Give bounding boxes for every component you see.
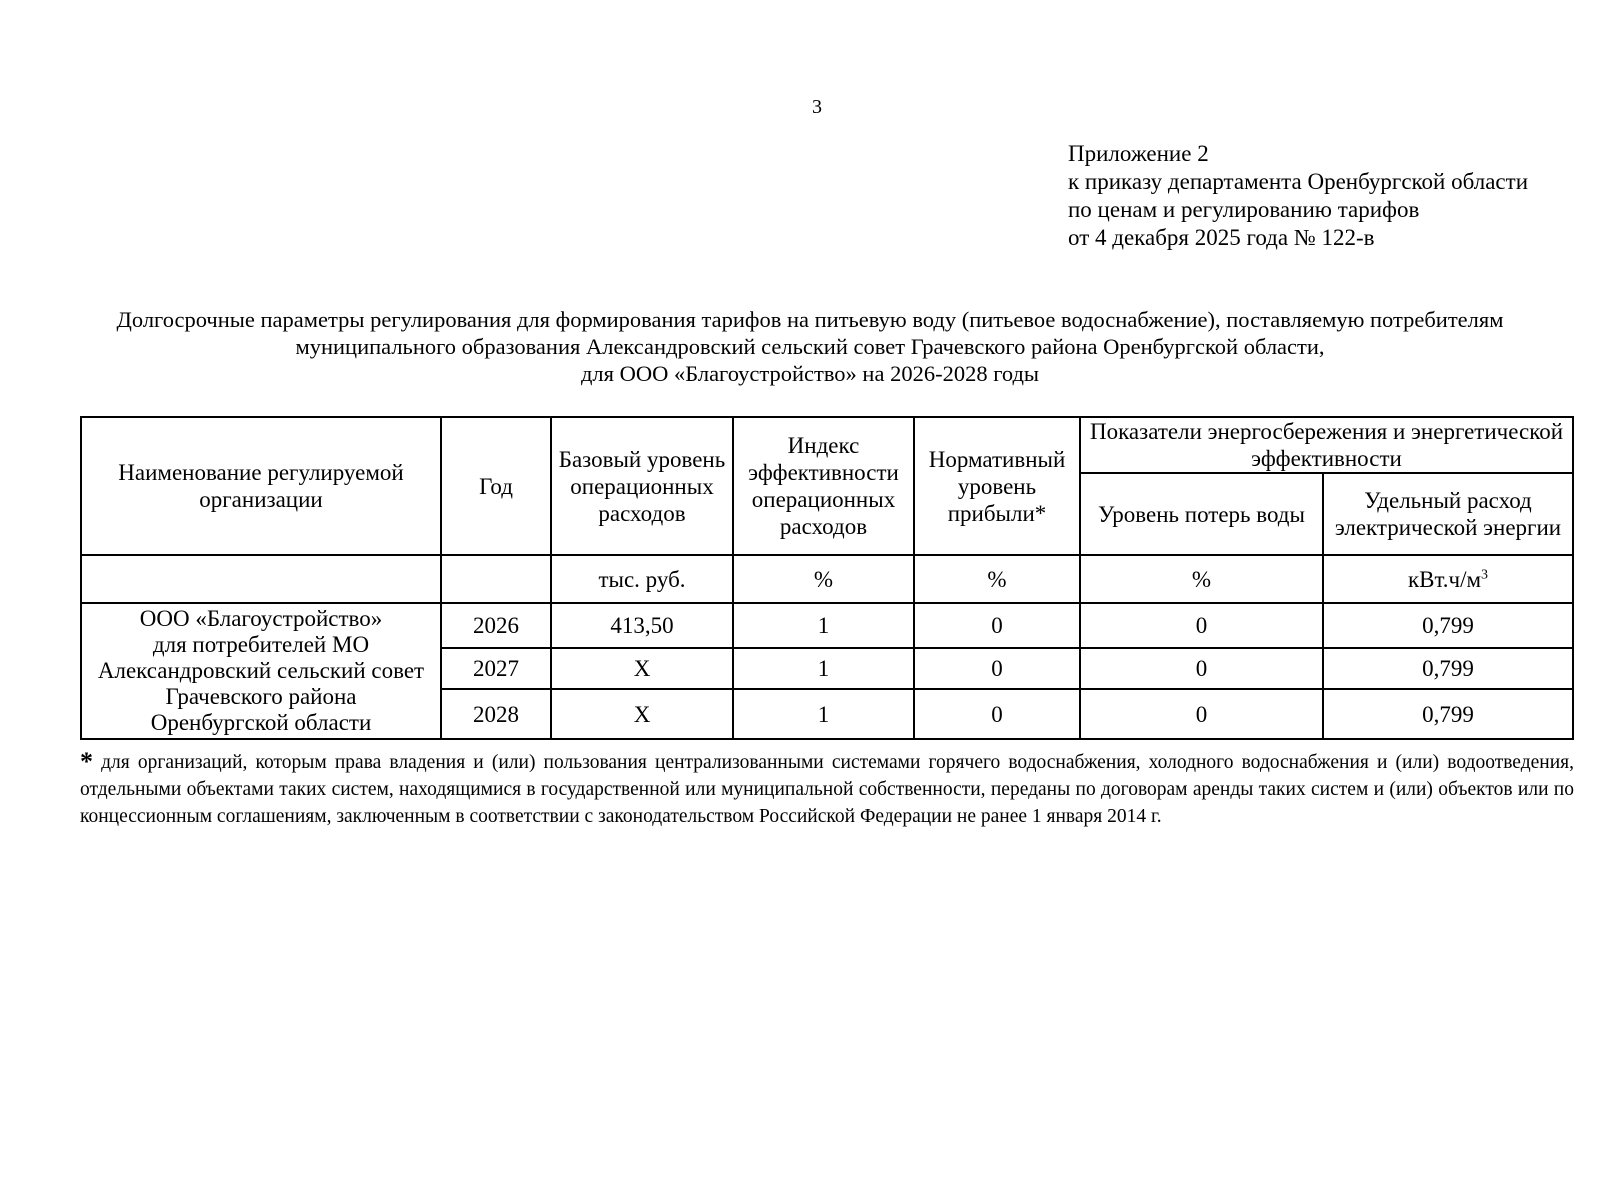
unit-electricity-exponent: 3 bbox=[1481, 566, 1489, 582]
unit-efficiency-index: % bbox=[733, 555, 914, 603]
footnote bbox=[80, 748, 1574, 830]
header-energy-group: Показатели энергосбережения и энергетической эффективности bbox=[1080, 417, 1573, 473]
cell-water-loss: 0 bbox=[1080, 648, 1323, 689]
organization-line-2: для потребителей МО bbox=[152, 632, 370, 657]
unit-org-empty bbox=[81, 555, 441, 603]
unit-electricity bbox=[1323, 555, 1573, 603]
organization-line-1: ООО «Благоустройство» bbox=[139, 606, 383, 631]
table-row bbox=[81, 603, 1573, 648]
header-electricity: Удельный расход электрической энергии bbox=[1323, 473, 1573, 555]
appendix-line-1: Приложение 2 bbox=[1068, 141, 1209, 166]
unit-water-loss: % bbox=[1080, 555, 1323, 603]
header-profit-level: Нормативный уровень прибыли* bbox=[914, 417, 1080, 555]
unit-base-level: тыс. руб. bbox=[551, 555, 733, 603]
cell-electricity: 0,799 bbox=[1323, 648, 1573, 689]
cell-efficiency-index: 1 bbox=[733, 648, 914, 689]
unit-electricity-base: кВт.ч/м bbox=[1407, 566, 1482, 592]
title-line-2: муниципального образования Александровский сельский совет Грачевского района Оренбургской области, bbox=[295, 334, 1325, 359]
unit-profit-level: % bbox=[914, 555, 1080, 603]
appendix-line-3: по ценам и регулированию тарифов bbox=[1068, 197, 1420, 222]
organization-cell bbox=[81, 603, 441, 739]
footnote-text: для организаций, которым права владения и (или) пользования централизованными системами горячего водоснабжения, холодного водоснабжения и (или) водоотведения, отдельными объектами таких систем, находящимися в государственной или муниципальной собственности, переданы по договорам аренды таких систем и (или) объектов или по концессионным соглашениям, заключенным в соответствии с законодательством Российской Федерации не ранее 1 января 2014 г. bbox=[80, 752, 1574, 827]
cell-profit-level: 0 bbox=[914, 603, 1080, 648]
cell-base-level: Х bbox=[551, 689, 733, 739]
cell-water-loss: 0 bbox=[1080, 689, 1323, 739]
footnote-marker: * bbox=[80, 747, 93, 776]
page-number: 3 bbox=[812, 96, 822, 118]
cell-electricity: 0,799 bbox=[1323, 603, 1573, 648]
cell-base-level: 413,50 bbox=[551, 603, 733, 648]
organization-line-5: Оренбургской области bbox=[150, 710, 372, 735]
cell-efficiency-index: 1 bbox=[733, 603, 914, 648]
title-line-3: для ООО «Благоустройство» на 2026-2028 годы bbox=[580, 361, 1040, 386]
cell-year: 2026 bbox=[441, 603, 551, 648]
appendix-line-2: к приказу департамента Оренбургской области bbox=[1068, 169, 1528, 194]
cell-profit-level: 0 bbox=[914, 689, 1080, 739]
appendix-line-4: от 4 декабря 2025 года № 122-в bbox=[1068, 225, 1375, 250]
cell-efficiency-index: 1 bbox=[733, 689, 914, 739]
cell-year: 2028 bbox=[441, 689, 551, 739]
parameters-table bbox=[80, 416, 1574, 740]
header-base-level: Базовый уровень операционных расходов bbox=[551, 417, 733, 555]
document-title bbox=[60, 306, 1560, 387]
cell-profit-level: 0 bbox=[914, 648, 1080, 689]
organization-line-4: Грачевского района bbox=[165, 684, 357, 709]
unit-year-empty bbox=[441, 555, 551, 603]
cell-year: 2027 bbox=[441, 648, 551, 689]
cell-water-loss: 0 bbox=[1080, 603, 1323, 648]
cell-base-level: Х bbox=[551, 648, 733, 689]
header-org-name: Наименование регулируемой организации bbox=[81, 417, 441, 555]
header-year: Год bbox=[441, 417, 551, 555]
header-water-loss: Уровень потерь воды bbox=[1080, 473, 1323, 555]
appendix-block bbox=[1068, 140, 1528, 252]
title-line-1: Долгосрочные параметры регулирования для формирования тарифов на питьевую воду (питьевое водоснабжение), поставляемую потребителям bbox=[116, 307, 1504, 332]
cell-electricity: 0,799 bbox=[1323, 689, 1573, 739]
organization-line-3: Александровский сельский совет bbox=[97, 658, 425, 683]
header-efficiency-index: Индекс эффективности операционных расходов bbox=[733, 417, 914, 555]
